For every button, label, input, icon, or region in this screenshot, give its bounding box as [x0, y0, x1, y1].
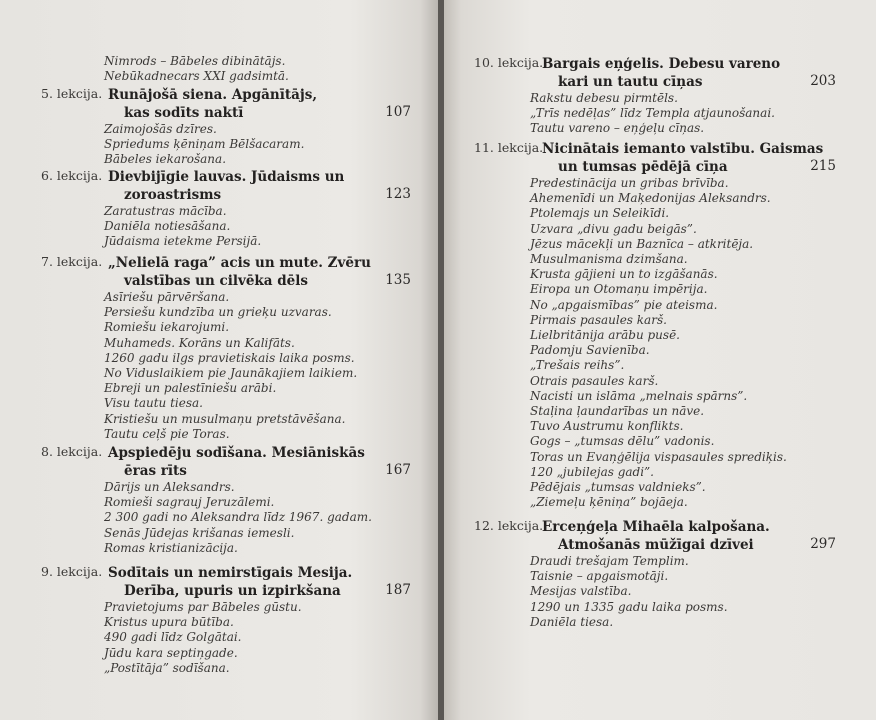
toc-item: Senās Jūdejas krišanas iemesli.	[104, 525, 295, 540]
toc-item: Musulmanisma dzimšana.	[530, 252, 688, 267]
toc-item: Ahemenīdi un Maķedonijas Aleksandrs.	[530, 191, 771, 206]
lesson-items	[530, 176, 836, 510]
lesson-title: „Nelielā raga” acis un mute. Zvēru valstības un cilvēka dēls	[108, 255, 371, 289]
toc-item: Taisnie – apgaismotāji.	[530, 569, 669, 584]
toc-item: 2 300 gadi no Aleksandra līdz 1967. gadam.	[104, 510, 372, 525]
lesson-items	[104, 204, 411, 250]
toc-entry-lesson-12[interactable]	[474, 518, 836, 630]
lesson-number: 10. lekcija.	[474, 55, 544, 70]
toc-item: Tuvo Austrumu konflikts.	[530, 419, 684, 434]
toc-item: 120 „jubilejas gadi”.	[530, 464, 654, 479]
lesson-title: Sodītais un nemirstīgais Mesija. Derība, upuris un izpirkšana	[108, 565, 353, 599]
toc-item: Muhameds. Korāns un Kalifāts.	[104, 335, 295, 350]
toc-item: Persiešu kundzība un grieķu uzvaras.	[104, 305, 332, 320]
toc-item: Nimrods – Bābeles dibinātājs.	[104, 54, 286, 68]
toc-item: Daniēla notiesāšana.	[104, 219, 231, 234]
page-number: 135	[385, 272, 411, 288]
toc-item: 1260 gadu ilgs pravietiskais laika posms.	[104, 350, 355, 365]
lesson-items	[530, 91, 836, 137]
toc-entry-lesson-5[interactable]	[41, 86, 411, 168]
lesson-number: 11. lekcija.	[474, 140, 544, 155]
toc-item: Ptolemajs un Seleikīdi.	[530, 206, 670, 221]
toc-item: Romieši sagrauj Jeruzālemi.	[104, 495, 275, 510]
toc-item: Romiešu iekarojumi.	[104, 320, 230, 335]
lesson-items	[104, 600, 411, 676]
toc-item: Gogs – „tumsas dēlu” vadonis.	[530, 434, 715, 449]
lesson-title: Dievbijīgie lauvas. Jūdaisms un zoroastrisms	[108, 169, 345, 203]
toc-item: „Trīs nedēļas” līdz Templa atjaunošanai.	[530, 106, 775, 121]
toc-item: No Viduslaikiem pie Jaunākajiem laikiem.	[104, 366, 358, 381]
lesson-number: 9. lekcija.	[41, 564, 103, 579]
lesson-items	[104, 122, 411, 168]
lesson-title: Nicinātais iemanto valstību. Gaismas un tumsas pēdējā cīņa	[542, 141, 824, 175]
toc-item: Jūdaisma ietekme Persijā.	[104, 234, 262, 249]
toc-item: Eiropa un Otomaņu impērija.	[530, 282, 708, 297]
toc-item: Padomju Savienība.	[530, 343, 650, 358]
toc-item: 490 gadi līdz Golgātai.	[104, 630, 242, 645]
page-number: 187	[385, 582, 411, 598]
toc-entry-lesson-11[interactable]	[474, 140, 836, 510]
lesson-number: 7. lekcija.	[41, 254, 103, 269]
lesson-title: Bargais eņģelis. Debesu vareno kari un tautu cīņas	[542, 56, 781, 90]
toc-entry-lesson-6[interactable]	[41, 168, 411, 250]
lesson-number: 8. lekcija.	[41, 444, 103, 459]
toc-item: Daniēla tiesa.	[530, 614, 614, 629]
toc-item: Staļina ļaundarības un nāve.	[530, 404, 705, 419]
lesson-items	[104, 480, 411, 556]
toc-item: Uzvara „divu gadu beigās”.	[530, 221, 697, 236]
toc-item: Spriedums ķēniņam Bēlšacaram.	[104, 137, 305, 152]
lesson-number: 12. lekcija.	[474, 518, 544, 533]
lesson-title: Erceņģeļa Mihaēla kalpošana. Atmošanās mūžīgai dzīvei	[542, 519, 770, 553]
toc-item: Tautu vareno – eņģeļu cīņas.	[530, 121, 705, 136]
toc-item: Mesijas valstība.	[530, 584, 632, 599]
toc-entry-lesson-7[interactable]	[41, 254, 411, 442]
lesson-number: 5. lekcija.	[41, 86, 103, 101]
toc-item: „Trešais reihs”.	[530, 358, 625, 373]
toc-item: Toras un Evaņģēlija vispasaules sprediķis.	[530, 449, 787, 464]
toc-item: Kristus upura būtība.	[104, 615, 234, 630]
toc-item: „Ziemeļu ķēniņa” bojāeja.	[530, 495, 688, 510]
page-number: 123	[385, 186, 411, 202]
lesson-title: Runājošā siena. Apgānītājs, kas sodīts naktī	[108, 87, 318, 121]
toc-item: Jēzus mācekļi un Baznīca – atkritēja.	[530, 236, 754, 251]
toc-item: Pēdējais „tumsas valdnieks”.	[530, 480, 706, 495]
toc-item: Romas kristianizācija.	[104, 540, 238, 555]
toc-entry-lesson-10[interactable]	[474, 55, 836, 137]
toc-item: Pirmais pasaules karš.	[530, 312, 667, 327]
toc-item: Ebreji un palestīniešu arābi.	[104, 381, 277, 396]
toc-item: Tautu ceļš pie Toras.	[104, 426, 230, 441]
toc-item: Nebūkadnecars XXI gadsimtā.	[104, 69, 289, 84]
toc-item: Zaratustras mācība.	[104, 204, 227, 218]
page-number: 167	[385, 462, 411, 478]
toc-item: Draudi trešajam Templim.	[530, 554, 689, 568]
toc-item: Kristiešu un musulmaņu pretstāvēšana.	[104, 411, 346, 426]
toc-item: Bābeles iekarošana.	[104, 152, 227, 167]
intro-items	[104, 54, 289, 84]
toc-item: Lielbritānija arābu pusē.	[530, 328, 680, 343]
page-number: 297	[810, 536, 836, 552]
toc-entry-lesson-8[interactable]	[41, 444, 411, 556]
toc-item: Zaimojošās dzīres.	[104, 122, 217, 136]
page-number: 107	[385, 104, 411, 120]
toc-item: Otrais pasaules karš.	[530, 373, 659, 388]
toc-entry-lesson-9[interactable]	[41, 564, 411, 676]
lesson-title: Apspiedēju sodīšana. Mesiāniskās ēras rīts	[108, 445, 365, 479]
toc-item: Asīriešu pārvēršana.	[104, 290, 230, 304]
toc-item: 1290 un 1335 gadu laika posms.	[530, 599, 728, 614]
toc-item: Predestinācija un gribas brīvība.	[530, 176, 729, 190]
toc-item: Rakstu debesu pirmtēls.	[530, 91, 678, 105]
toc-item: Nacisti un islāma „melnais spārns”.	[530, 388, 748, 403]
page-number: 215	[810, 158, 836, 174]
toc-item: Jūdu kara septiņgade.	[104, 645, 238, 660]
lesson-items	[104, 290, 411, 442]
toc-item: Krusta gājieni un to izgāšanās.	[530, 267, 718, 282]
right-page	[444, 0, 876, 720]
lesson-number: 6. lekcija.	[41, 168, 103, 183]
toc-item: Visu tautu tiesa.	[104, 396, 203, 411]
toc-item: „Postītāja” sodīšana.	[104, 660, 230, 675]
toc-item: Dārijs un Aleksandrs.	[104, 480, 235, 494]
page-number: 203	[810, 73, 836, 89]
toc-item: Pravietojums par Bābeles gūstu.	[104, 600, 302, 614]
toc-item: No „apgaismības” pie ateisma.	[530, 297, 718, 312]
lesson-items	[530, 554, 836, 630]
